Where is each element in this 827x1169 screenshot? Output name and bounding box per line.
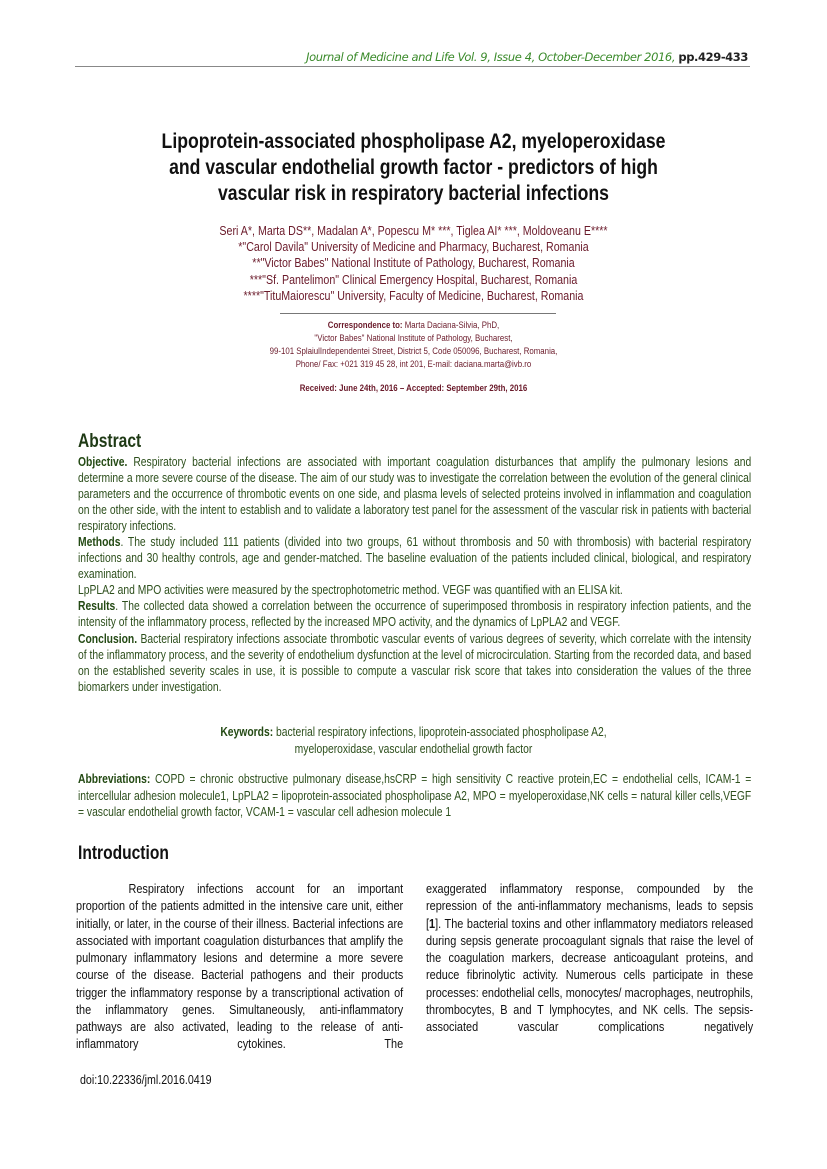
- author-names: Seri A*, Marta DS**, Madalan A*, Popescu M* ***, Tiglea AI* ***, Moldoveanu E****: [219, 223, 608, 238]
- affiliation: ***"Sf. Pantelimon" Clinical Emergency Hospital, Bucharest, Romania: [249, 271, 578, 287]
- abstract-methods-2: LpPLA2 and MPO activities were measured by the spectrophotometric method. VEGF was quantified with an ELISA kit.: [78, 583, 623, 598]
- doi: doi:10.22336/jml.2016.0419: [80, 1072, 212, 1087]
- abstract-body: [78, 454, 751, 695]
- affiliation: *"Carol Davila" University of Medicine and Pharmacy, Bucharest, Romania: [238, 239, 589, 255]
- received-dates: Received: June 24th, 2016 – Accepted: September 29th, 2016: [299, 383, 528, 394]
- abstract-conclusion: Conclusion. Bacterial respiratory infections associate thrombotic vascular events of various degrees of severity, which correlate with the intensity of the inflammatory process, and the severity of endothelium dysfunction at the level of microcirculation. Starting from the recorded data, and based on the established severity scales in use, it is possible to compute a vascular risk score that takes into consideration the values of the three biomarkers under investigation.: [78, 631, 752, 694]
- introduction-right-column: exaggerated inflammatory response, compounded by the repression of the anti-inflammatory mechanisms, leads to sepsis [1]. The bacterial toxins and other inflammatory mediators released during sepsis generate procoagulant signals that raise the level of the coagulation markers, decrease anticoagulant proteins, and reduce fibrinolytic activity. Numerous cells participate in these processes: endothelial cells, monocytes/ macrophages, neutrophils, thrombocytes, B and T lymphocytes, and NK cells. The sepsis-associated vascular complications negatively: [426, 881, 754, 1034]
- keywords: Keywords: bacterial respiratory infections, lipoprotein-associated phospholipase A2, myeloperoxidase, vascular endothelial growth factor: [220, 725, 607, 756]
- citation-link[interactable]: 1: [429, 915, 436, 931]
- abbreviations: Abbreviations: COPD = chronic obstructive pulmonary disease,hsCRP = high sensitivity C reactive protein,EC = endothelial cells, ICAM-1 = intercellular adhesion molecule1, LpPLA2 = lipoprotein-associated phospholipase A2, MPO = myeloperoxidase,NK cells = natural killer cells,VEGF = vascular endothelial growth factor, VCAM-1 = vascular cell adhesion molecule 1: [78, 772, 752, 819]
- abstract-methods: Methods. The study included 111 patients (divided into two groups, 61 without thrombosis and 50 with thrombosis) with bacterial respiratory infections and 30 healthy controls, age and gender-matched. The baseline evaluation of the patients included clinical, biological, and respiratory examination.: [78, 535, 752, 582]
- authors-block: [74, 223, 752, 304]
- journal-citation: Journal of Medicine and Life Vol. 9, Issue 4, October-December 2016, pp.429-433: [306, 50, 748, 64]
- introduction-left-column: Respiratory infections account for an important proportion of the patients admitted in the intensive care unit, either initially, or later, in the course of their illness. Bacterial infections are associated with important coagulation disturbances that amplify the pulmonary inflammatory lesions and determine a more severe course of the disease. Bacterial pathogens and their products trigger the inflammatory response by a transcriptional activation of the inflammatory genes. Simultaneously, anti-inflammatory pathways are also activated, leading to the release of anti-inflammatory cytokines. The: [76, 881, 404, 1052]
- introduction-heading: Introduction: [78, 843, 169, 864]
- affiliation: **"Victor Babes" National Institute of Pathology, Bucharest, Romania: [252, 255, 575, 271]
- abstract-objective: Objective. Respiratory bacterial infections are associated with important coagulation disturbances that amplify the pulmonary lesions and determine a more severe course of the disease. The aim of our study was to investigate the correlation between the evolution of the general clinical parameters and the occurrence of thrombotic events on one side, and plasma levels of selected proteins involved in inflammation and coagulation on the other side, with the intent to establish and to validate a laboratory test panel for the assessment of the vascular risk in patients with bacterial respiratory infections.: [78, 455, 752, 534]
- abstract-results: Results. The collected data showed a correlation between the occurrence of superimposed thrombosis in respiratory infection patients, and the intensity of the inflammatory process, reflected by the increased MPO activity, and the dynamics of LpPLA2 and VEGF.: [78, 599, 752, 630]
- abstract-heading: Abstract: [78, 431, 142, 452]
- correspondence: Correspondence to: Marta Daciana-Silvia, PhD, "Victor Babes" National Institute of Pathology, Bucharest, 99-101 SplaiulIndependentei Street, District 5, Code 050096, Bucharest, Romania, Phone/ Fax: +021 319 45 28, int 201, E-mail: daciana.marta@ivb.ro: [269, 320, 558, 370]
- header-divider: [75, 66, 750, 67]
- article-title: Lipoprotein-associated phospholipase A2, myeloperoxidase and vascular endothelial growth factor - predictors of high vascular risk in respiratory bacterial infections: [161, 129, 666, 205]
- divider: [280, 313, 556, 314]
- page-range: pp.429-433: [678, 50, 748, 64]
- affiliation: ****"TituMaiorescu" University, Faculty of Medicine, Bucharest, Romania: [243, 287, 584, 303]
